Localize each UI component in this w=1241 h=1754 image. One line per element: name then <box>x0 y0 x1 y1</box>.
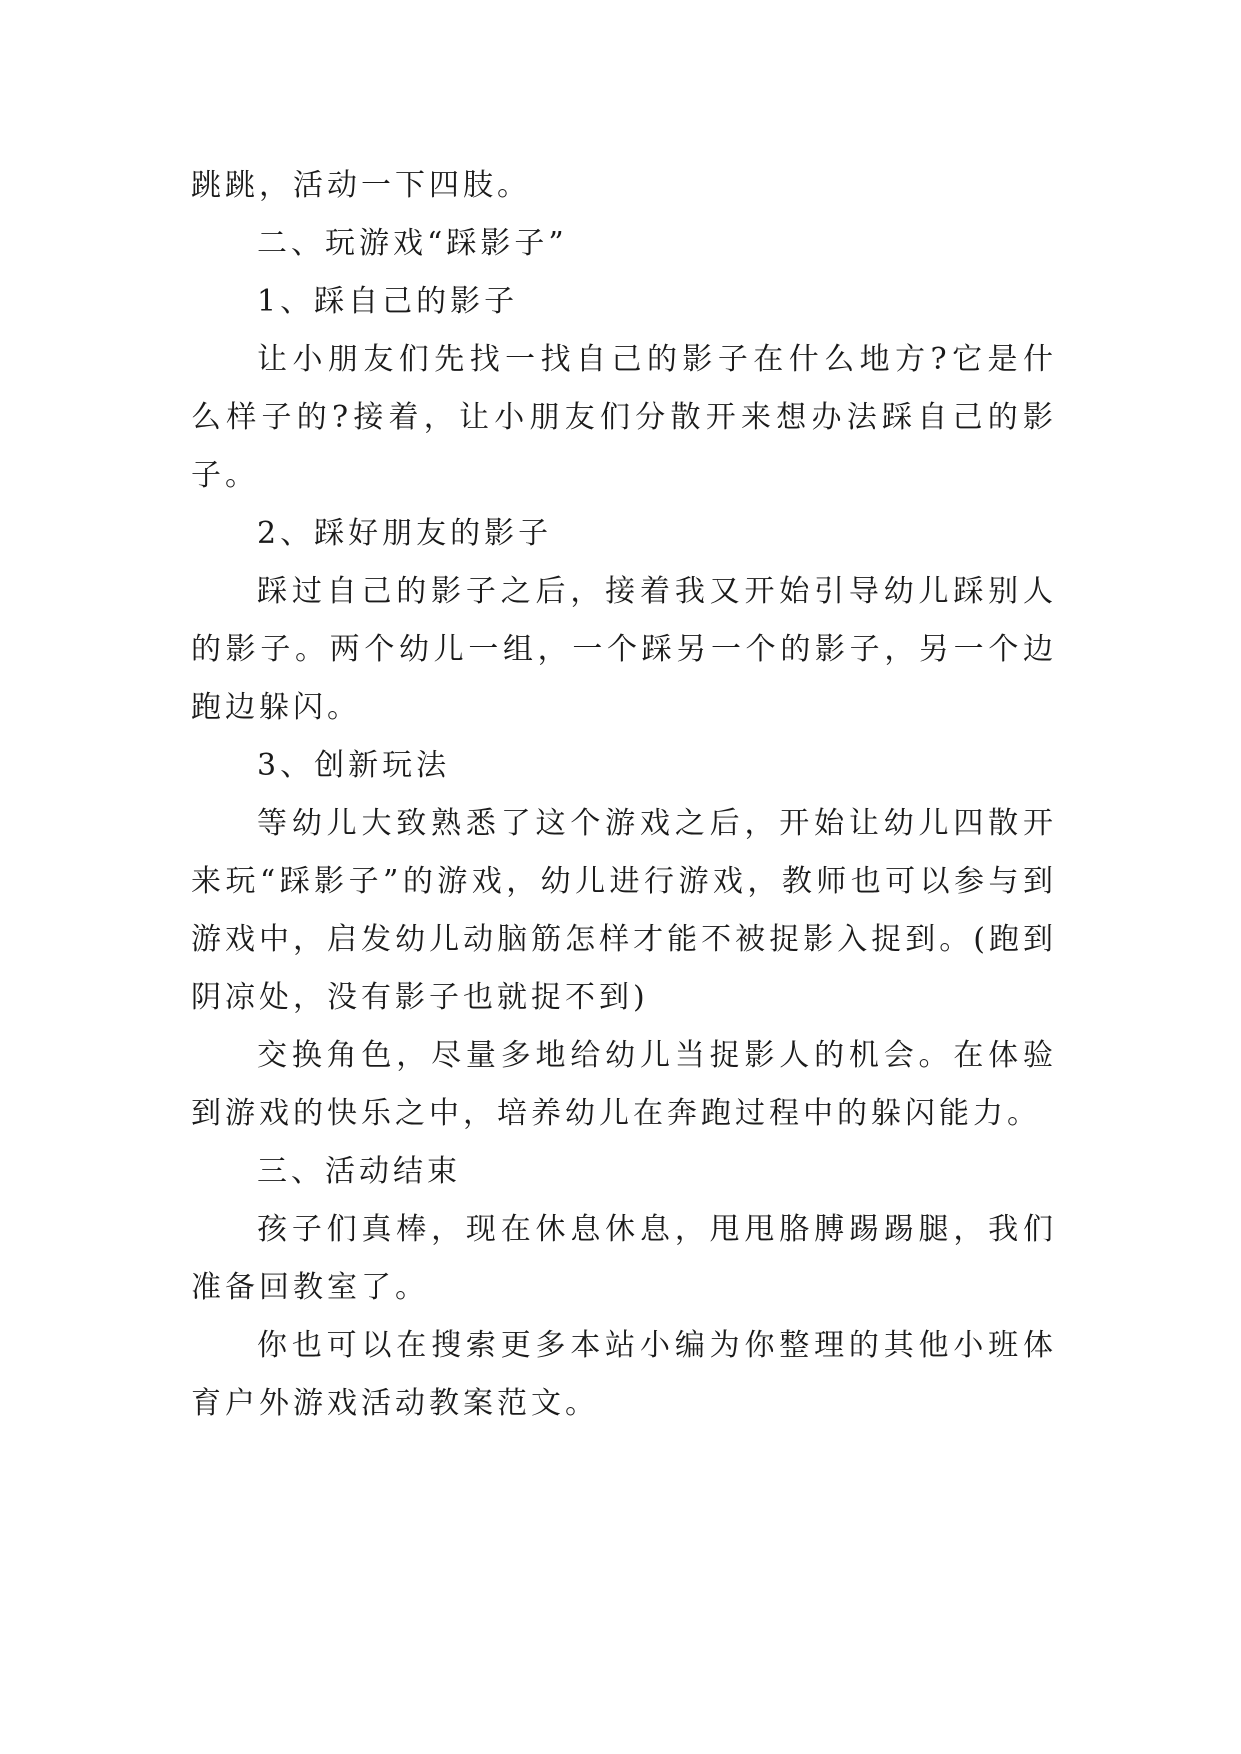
paragraph-new-play: 等幼儿大致熟悉了这个游戏之后，开始让幼儿四散开来玩“踩影子”的游戏，幼儿进行游戏，教师也可以参与到游戏中，启发幼儿动脑筋怎样才能不被捉影入捉到。(跑到阴凉处，没有影子也就捉不到) <box>191 806 1057 1015</box>
paragraph-own-shadow: 让小朋友们先找一找自己的影子在什么地方?它是什么样子的?接着，让小朋友们分散开来想办法踩自己的影子。 <box>191 342 1057 493</box>
paragraph-switch-roles: 交换角色，尽量多地给幼儿当捉影人的机会。在体验到游戏的快乐之中，培养幼儿在奔跑过程中的躲闪能力。 <box>191 1038 1057 1131</box>
paragraph-activity-end: 孩子们真棒，现在休息休息，甩甩胳膊踢踢腿，我们准备回教室了。 <box>191 1212 1057 1305</box>
paragraph-continuation: 跳跳，活动一下四肢。 <box>191 168 531 203</box>
document-body <box>191 157 1057 1433</box>
paragraph-friend-shadow: 踩过自己的影子之后，接着我又开始引导幼儿踩别人的影子。两个幼儿一组，一个踩另一个的影子，另一个边跑边躲闪。 <box>191 574 1057 725</box>
section-heading-play-game: 二、玩游戏“踩影子” <box>257 226 568 261</box>
subheading-step-friend-shadow: 2、踩好朋友的影子 <box>257 516 553 551</box>
subheading-step-new-play: 3、创新玩法 <box>257 748 451 783</box>
section-heading-activity-end: 三、活动结束 <box>257 1154 461 1189</box>
paragraph-closing-note: 你也可以在搜索更多本站小编为你整理的其他小班体育户外游戏活动教案范文。 <box>191 1328 1057 1421</box>
subheading-step-own-shadow: 1、踩自己的影子 <box>257 284 519 319</box>
